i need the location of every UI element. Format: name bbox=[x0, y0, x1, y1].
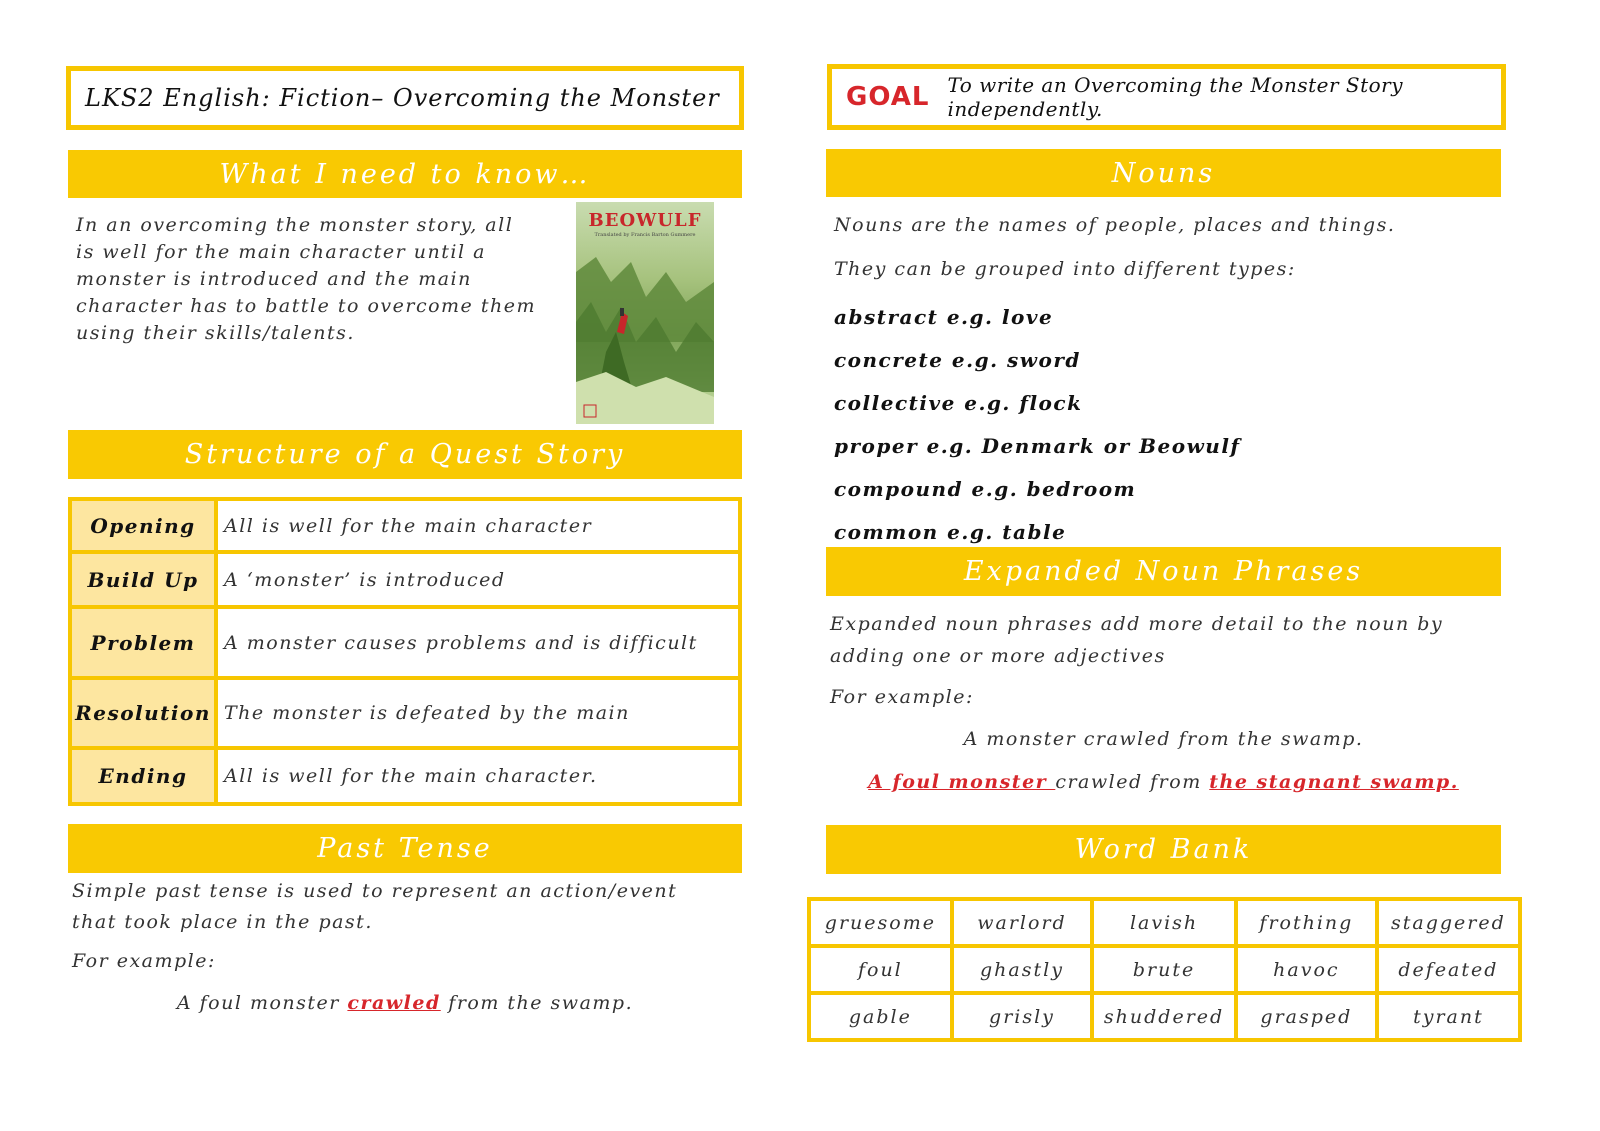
structure-label: Ending bbox=[70, 748, 216, 804]
word-bank-cell: foul bbox=[809, 946, 952, 993]
expanded-text bbox=[830, 608, 1500, 672]
nouns-intro: They can be grouped into different types: bbox=[834, 258, 1296, 280]
need-to-know-banner bbox=[68, 150, 742, 198]
expanded-example-rich bbox=[826, 769, 1501, 796]
word-bank-cell: ghastly bbox=[952, 946, 1092, 993]
structure-label: Resolution bbox=[70, 678, 216, 748]
word-bank-table bbox=[807, 897, 1522, 1042]
structure-label: Problem bbox=[70, 607, 216, 678]
past-tense-for-example: For example: bbox=[72, 950, 216, 972]
expanded-noun-phrase: A foul monster bbox=[868, 771, 1056, 793]
structure-row bbox=[70, 607, 740, 678]
nouns-heading: Nouns bbox=[1111, 157, 1216, 189]
nouns-banner bbox=[826, 149, 1501, 197]
page-title-text: LKS2 English: Fiction– Overcoming the Monster bbox=[85, 84, 720, 112]
example-text: A foul monster bbox=[176, 992, 348, 1014]
past-tense-verb: crawled bbox=[347, 992, 441, 1014]
structure-text: All is well for the main character bbox=[216, 499, 740, 552]
noun-type-item: proper e.g. Denmark or Beowulf bbox=[834, 434, 1241, 458]
need-to-know-line: monster is introduced and the main bbox=[76, 268, 472, 290]
past-tense-example bbox=[68, 990, 742, 1017]
noun-type-item: abstract e.g. love bbox=[834, 305, 1054, 329]
need-to-know-line: using their skills/talents. bbox=[76, 322, 355, 344]
word-bank-cell: havoc bbox=[1236, 946, 1377, 993]
structure-text: A ‘monster’ is introduced bbox=[216, 552, 740, 607]
structure-row bbox=[70, 678, 740, 748]
word-bank-cell: lavish bbox=[1092, 899, 1236, 946]
word-bank-row bbox=[809, 899, 1520, 946]
past-tense-text bbox=[72, 876, 742, 938]
word-bank-cell: frothing bbox=[1236, 899, 1377, 946]
word-bank-cell: defeated bbox=[1377, 946, 1520, 993]
word-bank-cell: gable bbox=[809, 993, 952, 1040]
noun-types-list bbox=[834, 296, 1241, 554]
structure-text: A monster causes problems and is difficult bbox=[216, 607, 740, 678]
expanded-example-plain: A monster crawled from the swamp. bbox=[963, 728, 1364, 750]
expanded-line: adding one or more adjectives bbox=[830, 645, 1166, 667]
page-title bbox=[66, 66, 744, 130]
word-bank-cell: gruesome bbox=[809, 899, 952, 946]
goal-text: To write an Overcoming the Monster Story independently. bbox=[947, 73, 1404, 121]
expanded-noun-phrase: the stagnant swamp. bbox=[1209, 771, 1459, 793]
nouns-intro: Nouns are the names of people, places and things. bbox=[834, 214, 1396, 236]
example-text: from the swamp. bbox=[440, 992, 634, 1014]
word-bank-row bbox=[809, 993, 1520, 1040]
word-bank-row bbox=[809, 946, 1520, 993]
word-bank-cell: grisly bbox=[952, 993, 1092, 1040]
structure-banner bbox=[68, 430, 742, 479]
expanded-heading: Expanded Noun Phrases bbox=[963, 556, 1364, 587]
mountain-illustration bbox=[576, 202, 714, 424]
past-tense-line: that took place in the past. bbox=[72, 911, 373, 933]
need-to-know-heading: What I need to know… bbox=[219, 158, 591, 190]
book-subtitle: Translated by Francis Barton Gummere bbox=[594, 232, 696, 238]
need-to-know-line: In an overcoming the monster story, all bbox=[76, 214, 514, 236]
expanded-for-example: For example: bbox=[830, 686, 974, 708]
past-tense-banner bbox=[68, 824, 742, 873]
structure-label: Opening bbox=[70, 499, 216, 552]
structure-label: Build Up bbox=[70, 552, 216, 607]
structure-text: All is well for the main character. bbox=[216, 748, 740, 804]
noun-type-item: compound e.g. bedroom bbox=[834, 477, 1137, 501]
word-bank-cell: brute bbox=[1092, 946, 1236, 993]
structure-row bbox=[70, 552, 740, 607]
book-title: BEOWULF bbox=[588, 210, 702, 231]
goal-target-icon: GOAL bbox=[846, 82, 930, 112]
word-bank-cell: shuddered bbox=[1092, 993, 1236, 1040]
past-tense-line: Simple past tense is used to represent an action/event bbox=[72, 880, 678, 902]
word-bank-cell: warlord bbox=[952, 899, 1092, 946]
example-text: crawled from bbox=[1055, 771, 1210, 793]
past-tense-heading: Past Tense bbox=[317, 833, 493, 864]
need-to-know-line: character has to battle to overcome them bbox=[76, 295, 536, 317]
need-to-know-line: is well for the main character until a bbox=[76, 241, 486, 263]
structure-text: The monster is defeated by the main bbox=[216, 678, 740, 748]
word-bank-banner bbox=[826, 825, 1501, 874]
expanded-banner bbox=[826, 547, 1501, 596]
word-bank-cell: grasped bbox=[1236, 993, 1377, 1040]
word-bank-cell: tyrant bbox=[1377, 993, 1520, 1040]
beowulf-book-cover bbox=[576, 202, 714, 424]
word-bank-cell: staggered bbox=[1377, 899, 1520, 946]
structure-row bbox=[70, 748, 740, 804]
noun-type-item: collective e.g. flock bbox=[834, 391, 1083, 415]
structure-row bbox=[70, 499, 740, 552]
structure-heading: Structure of a Quest Story bbox=[184, 439, 626, 470]
noun-type-item: common e.g. table bbox=[834, 520, 1067, 544]
need-to-know-text bbox=[76, 212, 576, 347]
structure-table bbox=[68, 497, 742, 806]
word-bank-heading: Word Bank bbox=[1074, 834, 1253, 865]
goal-box bbox=[827, 64, 1506, 130]
expanded-line: Expanded noun phrases add more detail to the noun by bbox=[830, 613, 1444, 635]
noun-type-item: concrete e.g. sword bbox=[834, 348, 1081, 372]
